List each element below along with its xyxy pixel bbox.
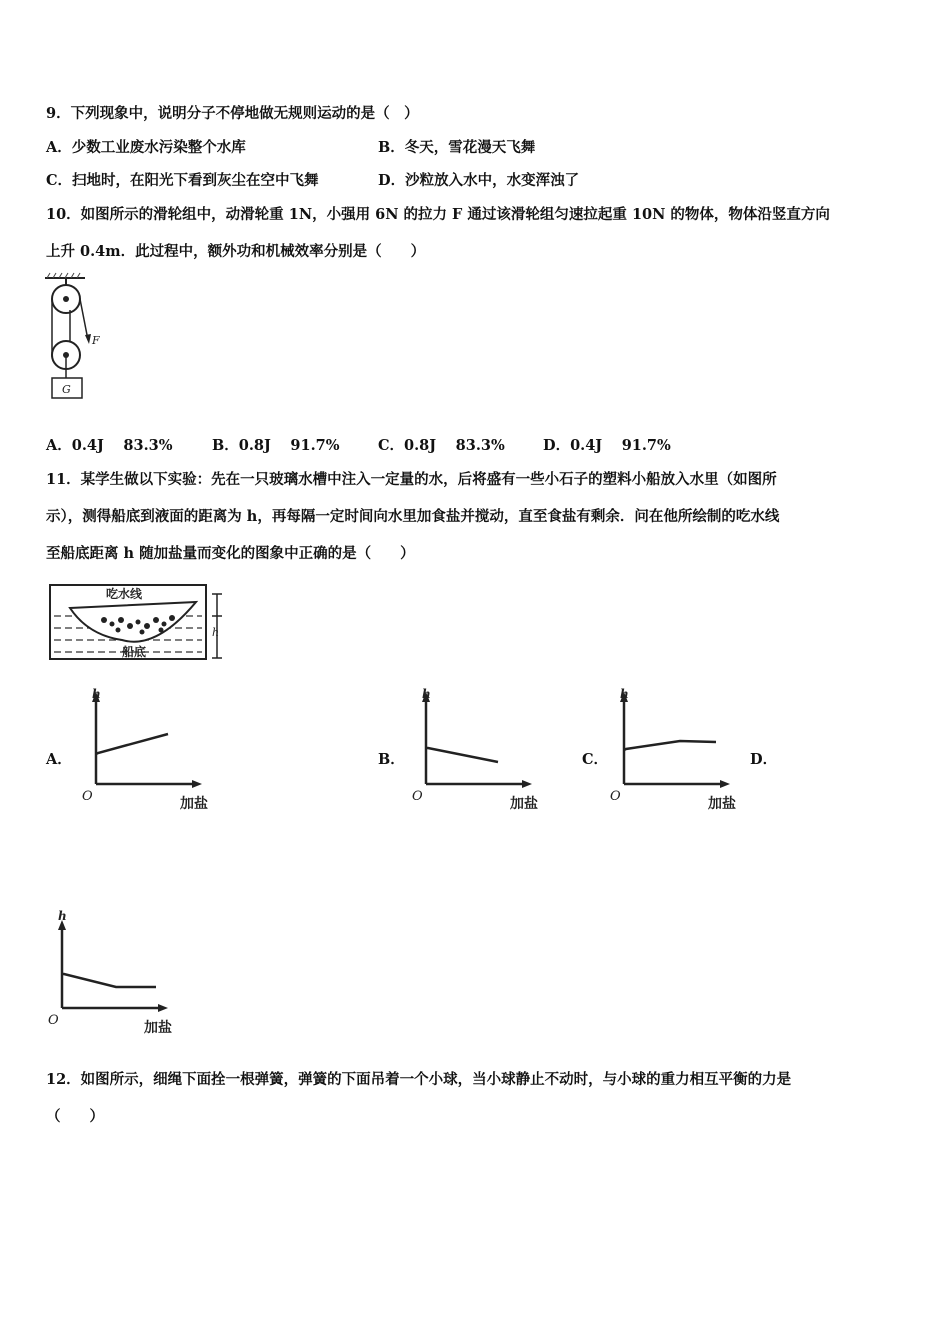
graph-a-y-label: h <box>92 687 101 701</box>
q11-option-d: D． <box>750 751 778 768</box>
graph-a-x-label: 加盐 <box>180 796 208 812</box>
graph-a-origin: O <box>82 789 93 804</box>
graph-b <box>410 686 550 816</box>
graph-c-y-label: h <box>620 687 629 701</box>
q11-stem-line1: 11．某学生做以下实验：先在一只玻璃水槽中注入一定量的水，后将盛有一些小石子的塑料小船放入水里（如图所 <box>46 471 777 488</box>
q9-option-b: B．冬天，雪花漫天飞舞 <box>378 139 536 156</box>
pulley-weight-label: G <box>62 383 71 396</box>
q9-option-a: A．少数工业废水污染整个水库 <box>46 139 246 156</box>
boat-tank-figure <box>46 580 236 665</box>
pulley-force-label: F <box>92 334 100 347</box>
q10-option-a: A．0.4J 83.3% <box>46 437 173 454</box>
q10-option-c: C．0.8J 83.3% <box>378 437 505 454</box>
q11-stem-line2: 示），测得船底到液面的距离为 h，再每隔一定时间向水里加食盐并搅动，直至食盐有剩余．问在他所绘制的吃水线 <box>46 508 780 525</box>
graph-c <box>608 686 748 816</box>
q11-option-a: A． <box>46 751 72 768</box>
waterline-label: 吃水线 <box>106 587 143 601</box>
graph-c-origin: O <box>610 789 621 804</box>
graph-d <box>46 908 196 1038</box>
graph-d-origin: O <box>48 1013 59 1028</box>
q10-stem-line2: 上升 0.4m．此过程中，额外功和机械效率分别是（ ） <box>46 243 426 260</box>
q9-option-d: D．沙粒放入水中，水变浑浊了 <box>378 172 580 189</box>
q11-stem-line3: 至船底距离 h 随加盐量而变化的图象中正确的是（ ） <box>46 545 415 562</box>
graph-a <box>80 686 220 816</box>
q11-option-c: C． <box>582 751 609 768</box>
graph-c-x-label: 加盐 <box>708 796 736 812</box>
graph-b-y-label: h <box>422 687 431 701</box>
q12-stem-line1: 12．如图所示，细绳下面拴一根弹簧，弹簧的下面吊着一个小球，当小球静止不动时，与小球的重力相互平衡的力是 <box>46 1071 792 1088</box>
q10-option-d: D．0.4J 91.7% <box>543 437 671 454</box>
q11-option-b: B． <box>378 751 405 768</box>
q10-option-b: B．0.8J 91.7% <box>212 437 340 454</box>
boat-bottom-label: 船底 <box>122 645 147 659</box>
q12-stem-line2: （ ） <box>46 1108 104 1125</box>
q9-stem: 9．下列现象中，说明分子不停地做无规则运动的是（ ） <box>46 105 419 122</box>
depth-h-label: h <box>212 626 220 639</box>
pulley-system-figure <box>40 272 115 402</box>
q9-option-c: C．扫地时，在阳光下看到灰尘在空中飞舞 <box>46 172 319 189</box>
graph-b-origin: O <box>412 789 423 804</box>
q10-stem-line1: 10．如图所示的滑轮组中，动滑轮重 1N，小强用 6N 的拉力 F 通过该滑轮组匀速拉起重 10N 的物体，物体沿竖直方向 <box>46 206 830 223</box>
graph-d-y-label: h <box>58 909 67 923</box>
graph-d-x-label: 加盐 <box>144 1020 172 1036</box>
graph-b-x-label: 加盐 <box>510 796 538 812</box>
